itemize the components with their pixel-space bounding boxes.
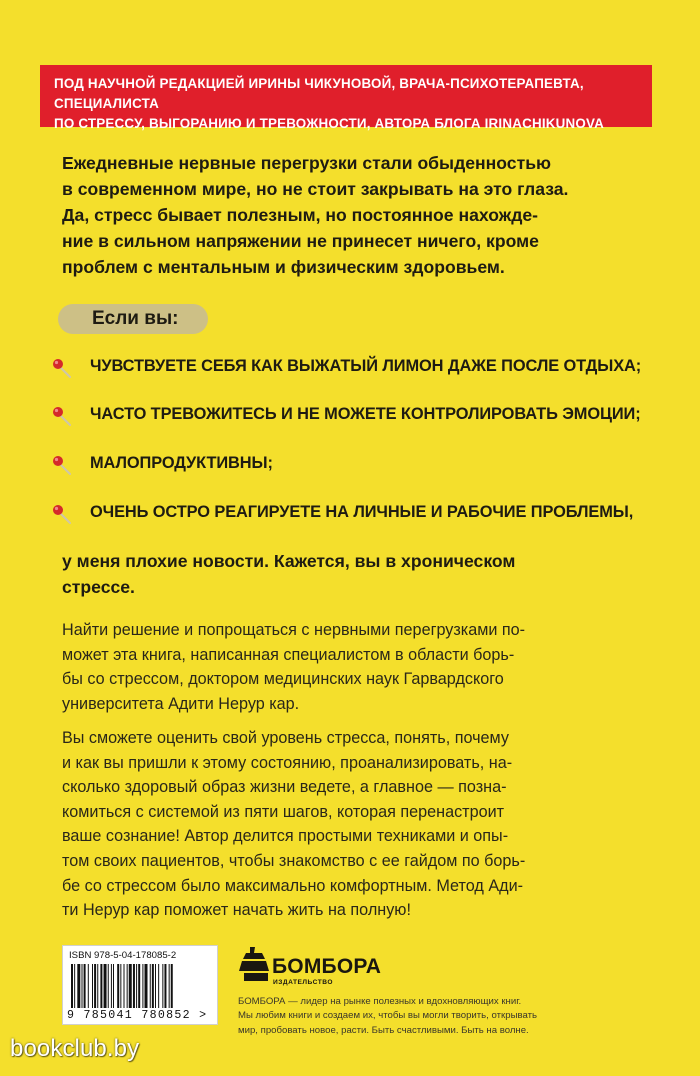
barcode xyxy=(62,945,218,1025)
publisher-line: БОМБОРА — лидер на рынке полезных и вдохновляющих книг. xyxy=(238,996,522,1007)
symptom-item xyxy=(50,452,670,482)
pin-icon xyxy=(50,355,78,383)
barcode-bar xyxy=(158,964,159,1008)
barcode-bar xyxy=(84,964,86,1008)
paragraph-line: и как вы пришли к этому состоянию, проанализировать, на- xyxy=(62,753,513,772)
paragraph-line: Найти решение и попрощаться с нервными перегрузками по- xyxy=(62,621,526,639)
symptom-item xyxy=(50,403,670,433)
paragraph-line: бе со стрессом было максимально комфортным. Метод Ади- xyxy=(62,876,523,895)
paragraph-line: может эта книга, написанная специалистом в области борь- xyxy=(62,645,515,664)
barcode-bar xyxy=(164,964,166,1008)
symptom-text: МАЛОПРОДУКТИВНЫ; xyxy=(90,454,273,472)
barcode-bar xyxy=(120,964,121,1008)
barcode-bar xyxy=(108,964,109,1008)
pin-icon xyxy=(50,452,78,480)
barcode-bar xyxy=(136,964,137,1008)
paragraph-line: комиться с системой из пяти шагов, которая перенастроит xyxy=(62,802,505,821)
publisher-name: БОМБОРА xyxy=(272,955,382,978)
symptom-item xyxy=(50,355,670,385)
barcode-bar xyxy=(133,964,135,1008)
barcode-bar xyxy=(129,964,132,1008)
isbn-label: ISBN 978-5-04-178085-2 xyxy=(69,950,177,961)
symptom-text: ЧАСТО ТРЕВОЖИТЕСЬ И НЕ МОЖЕТЕ КОНТРОЛИРОВАТЬ ЭМОЦИИ; xyxy=(90,405,641,423)
barcode-bar xyxy=(113,964,114,1008)
paragraph-line: ваше сознание! Автор делится простыми техниками и опы- xyxy=(62,827,509,846)
paragraph-line: бы со стрессом, доктором медицинских наук Гарвардского xyxy=(62,670,504,689)
description-paragraph xyxy=(62,726,652,923)
barcode-bar xyxy=(124,964,125,1008)
if-you-label: Если вы: xyxy=(92,308,179,329)
barcode-bar xyxy=(92,964,93,1008)
intro-line: ние в сильном напряжении не принесет ничего, кроме xyxy=(62,231,539,251)
conclusion-line: стрессе. xyxy=(62,577,135,597)
pin-icon xyxy=(50,501,78,529)
barcode-bar xyxy=(88,964,89,1008)
barcode-bar xyxy=(152,964,154,1008)
bombora-logo-icon xyxy=(238,945,272,985)
paragraph-line: Вы сможете оценить свой уровень стресса, понять, почему xyxy=(62,729,509,747)
pin-icon xyxy=(50,403,78,431)
paragraph-line: ти Нерур кар поможет начать жить на полную! xyxy=(62,901,411,920)
barcode-bar xyxy=(100,964,102,1008)
intro-line: Ежедневные нервные перегрузки стали обыденностью xyxy=(62,153,552,173)
barcode-bar xyxy=(169,964,170,1008)
barcode-bar xyxy=(74,964,75,1008)
barcode-bar xyxy=(97,964,98,1008)
intro-paragraph xyxy=(62,150,642,280)
barcode-bars xyxy=(71,964,211,1008)
barcode-bar xyxy=(171,964,173,1008)
paragraph-line: университета Адити Нерур кар. xyxy=(62,694,300,713)
intro-line: в современном мире, но не стоит закрывать на это глаза. xyxy=(62,179,569,199)
conclusion-line: у меня плохие новости. Кажется, вы в хроническом xyxy=(62,551,516,571)
conclusion-paragraph xyxy=(62,548,642,600)
editor-banner xyxy=(40,65,652,131)
publisher-description xyxy=(238,995,658,1038)
barcode-number: 9 785041 780852 > xyxy=(67,1009,208,1022)
paragraph-line: том своих пациентов, чтобы знакомство с ее гайдом по борь- xyxy=(62,851,526,870)
barcode-bar xyxy=(162,964,163,1008)
barcode-bar xyxy=(71,964,73,1008)
publisher-line: Мы любим книги и создаем их, чтобы вы могли творить, открывать xyxy=(238,1010,537,1022)
barcode-bar xyxy=(82,964,83,1008)
barcode-bar xyxy=(142,964,143,1008)
barcode-bar xyxy=(138,964,140,1008)
symptom-item xyxy=(50,501,670,531)
site-watermark: bookclub.by xyxy=(10,1035,140,1062)
barcode-bar xyxy=(111,964,112,1008)
barcode-bar xyxy=(155,964,156,1008)
editor-banner-line: ПОД НАУЧНОЙ РЕДАКЦИЕЙ ИРИНЫ ЧИКУНОВОЙ, ВРАЧА-ПСИХОТЕРАПЕВТА, СПЕЦИАЛИСТА xyxy=(54,76,584,111)
barcode-bar xyxy=(145,964,148,1008)
barcode-bar xyxy=(77,964,80,1008)
publisher-subtitle: ИЗДАТЕЛЬСТВО xyxy=(273,979,333,986)
paragraph-line: сколько здоровый образ жизни ведете, а главное — позна- xyxy=(62,778,507,797)
barcode-bar xyxy=(127,964,128,1008)
symptom-text: ОЧЕНЬ ОСТРО РЕАГИРУЕТЕ НА ЛИЧНЫЕ И РАБОЧИЕ ПРОБЛЕМЫ, xyxy=(90,503,634,521)
publisher-line: мир, пробовать новое, расти. Быть счастливыми. Быть на волне. xyxy=(238,1024,529,1036)
barcode-bar xyxy=(117,964,119,1008)
intro-line: проблем с ментальным и физическим здоровьем. xyxy=(62,257,505,277)
description-paragraph xyxy=(62,618,652,716)
editor-banner-line: ПО СТРЕССУ, ВЫГОРАНИЮ И ТРЕВОЖНОСТИ, АВТОРА БЛОГА IRINACHIKUNOVA xyxy=(54,116,604,131)
intro-line: Да, стресс бывает полезным, но постоянное нахожде- xyxy=(62,205,539,225)
barcode-bar xyxy=(104,964,107,1008)
barcode-bar xyxy=(94,964,96,1008)
barcode-bar xyxy=(150,964,151,1008)
symptom-text: ЧУВСТВУЕТЕ СЕБЯ КАК ВЫЖАТЫЙ ЛИМОН ДАЖЕ ПОСЛЕ ОТДЫХА; xyxy=(90,357,642,375)
